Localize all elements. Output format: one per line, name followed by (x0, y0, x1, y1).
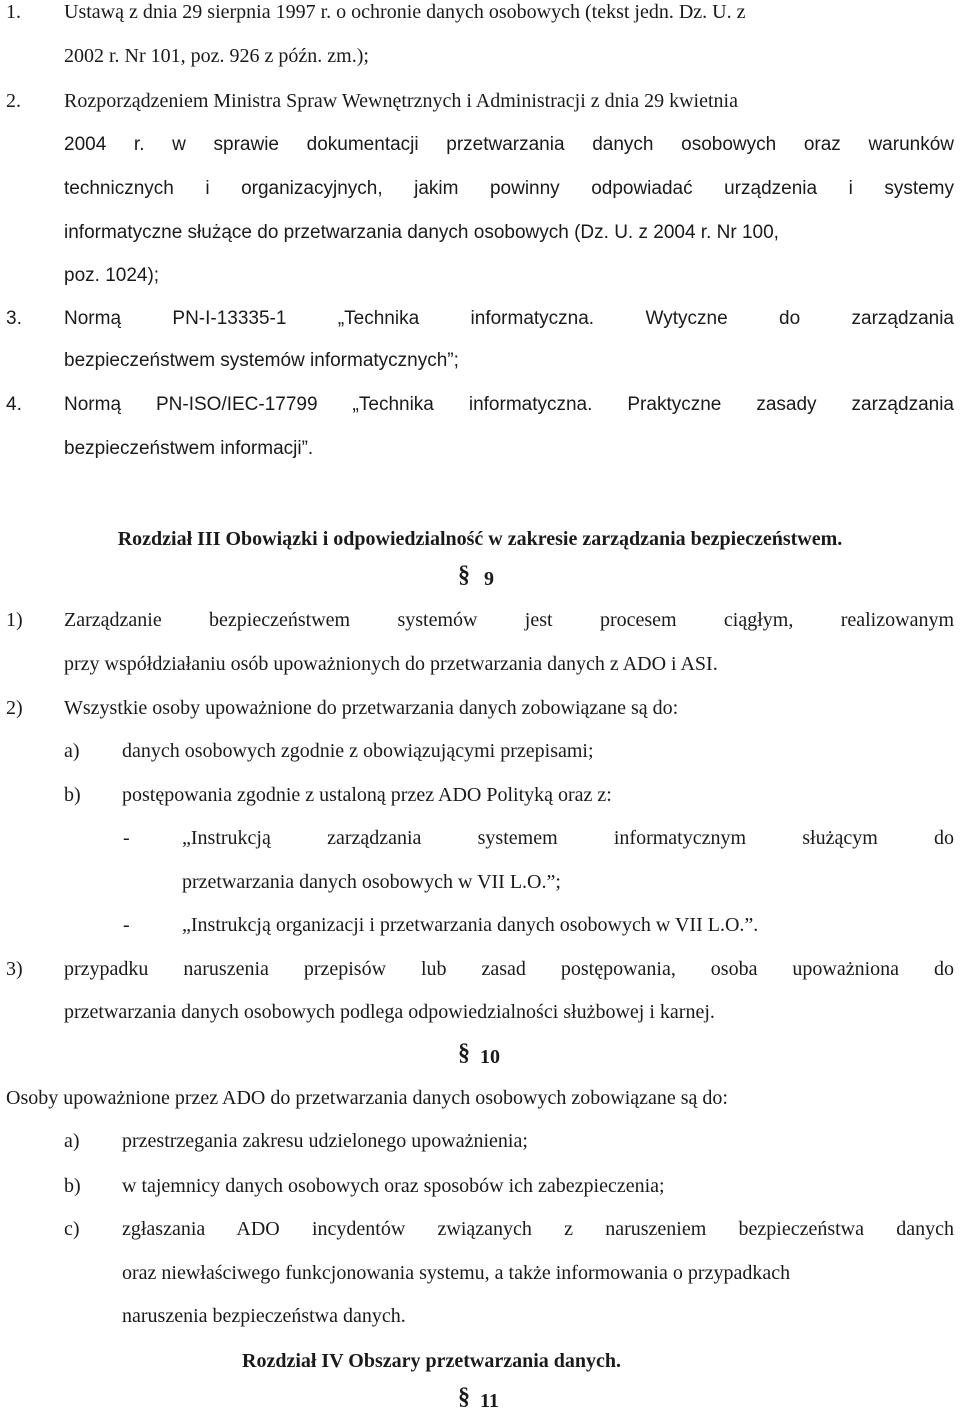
list-marker: a) (64, 740, 80, 762)
list-item-text: naruszenia bezpieczeństwa danych. (122, 1305, 406, 1327)
list-item-text: zgłaszania ADO incydentów związanych z naruszeniem bezpieczeństwa danych (122, 1218, 954, 1240)
list-item-text: Wszystkie osoby upoważnione do przetwarzania danych zobowiązane są do: (64, 697, 679, 719)
section-number: 11 (480, 1390, 499, 1412)
section-intro: Osoby upoważnione przez ADO do przetwarzania danych osobowych zobowiązane są do: (6, 1087, 728, 1109)
list-item-text: postępowania zgodnie z ustaloną przez ADO Polityką oraz z: (122, 784, 612, 806)
list-item-text: oraz niewłaściwego funkcjonowania systemu, a także informowania o przypadkach (122, 1262, 791, 1284)
list-item-text: bezpieczeństwem informacji”. (64, 438, 314, 459)
list-item-text: „Instrukcją zarządzania systemem informatycznym służącym do (182, 827, 954, 849)
list-item-text: przetwarzania danych osobowych w VII L.O.”; (182, 871, 561, 893)
list-marker: 2) (6, 697, 23, 719)
chapter-heading: Rozdział IV Obszary przetwarzania danych. (242, 1350, 622, 1372)
list-item-text: przypadku naruszenia przepisów lub zasad postępowania, osoba upoważniona do (64, 958, 954, 980)
list-item-text: przy współdziałaniu osób upoważnionych do przetwarzania danych z ADO i ASI. (64, 653, 718, 675)
list-item-text: Rozporządzeniem Ministra Spraw Wewnętrznych i Administracji z dnia 29 kwietnia (64, 90, 738, 112)
list-item-text: informatyczne służące do przetwarzania danych osobowych (Dz. U. z 2004 r. Nr 100, (64, 222, 779, 243)
list-item-text: Normą PN-I-13335-1 „Technika informatyczna. Wytyczne do zarządzania (64, 308, 954, 329)
list-item-text: Ustawą z dnia 29 sierpnia 1997 r. o ochronie danych osobowych (tekst jedn. Dz. U. z (64, 1, 746, 23)
list-marker: 3) (6, 958, 23, 980)
chapter-heading: Rozdział III Obowiązki i odpowiedzialność w zakresie zarządzania bezpieczeństwem. (117, 528, 843, 550)
list-item-text: bezpieczeństwem systemów informatycznych”; (64, 350, 459, 371)
list-item-text: w tajemnicy danych osobowych oraz sposobów ich zabezpieczenia; (122, 1175, 665, 1197)
list-item-text: danych osobowych zgodnie z obowiązującymi przepisami; (122, 740, 594, 762)
list-item-text: Normą PN-ISO/IEC-17799 „Technika informatyczna. Praktyczne zasady zarządzania (64, 394, 954, 415)
list-item-text: technicznych i organizacyjnych, jakim powinny odpowiadać urządzenia i systemy (64, 178, 954, 199)
list-item-text: 2002 r. Nr 101, poz. 926 z późn. zm.); (64, 45, 369, 67)
list-marker: 1. (6, 1, 21, 23)
section-heading (458, 1040, 528, 1076)
list-marker: 4. (6, 394, 22, 415)
list-marker: - (123, 914, 130, 936)
section-symbol: § (458, 1040, 470, 1066)
list-marker: a) (64, 1130, 80, 1152)
list-item-text: 2004 r. w sprawie dokumentacji przetwarzania danych osobowych oraz warunków (64, 134, 954, 155)
list-item-text: Zarządzanie bezpieczeństwem systemów jest procesem ciągłym, realizowanym (64, 609, 954, 631)
list-marker: 1) (6, 609, 23, 631)
list-item-text: „Instrukcją organizacji i przetwarzania danych osobowych w VII L.O.”. (182, 914, 759, 936)
section-symbol: § (458, 1384, 470, 1410)
list-marker: 2. (6, 90, 21, 112)
list-marker: b) (64, 784, 81, 806)
list-marker: b) (64, 1175, 81, 1197)
section-number: 9 (484, 568, 494, 590)
list-item-text: przestrzegania zakresu udzielonego upoważnienia; (122, 1130, 528, 1152)
list-item-text: poz. 1024); (64, 265, 160, 286)
section-heading (458, 562, 518, 598)
list-marker: 3. (6, 308, 22, 329)
list-marker: c) (64, 1218, 80, 1240)
list-item-text: przetwarzania danych osobowych podlega odpowiedzialności służbowej i karnej. (64, 1001, 715, 1023)
section-number: 10 (480, 1046, 500, 1068)
section-heading (458, 1384, 528, 1420)
list-marker: - (123, 827, 130, 849)
section-symbol: § (458, 562, 470, 588)
